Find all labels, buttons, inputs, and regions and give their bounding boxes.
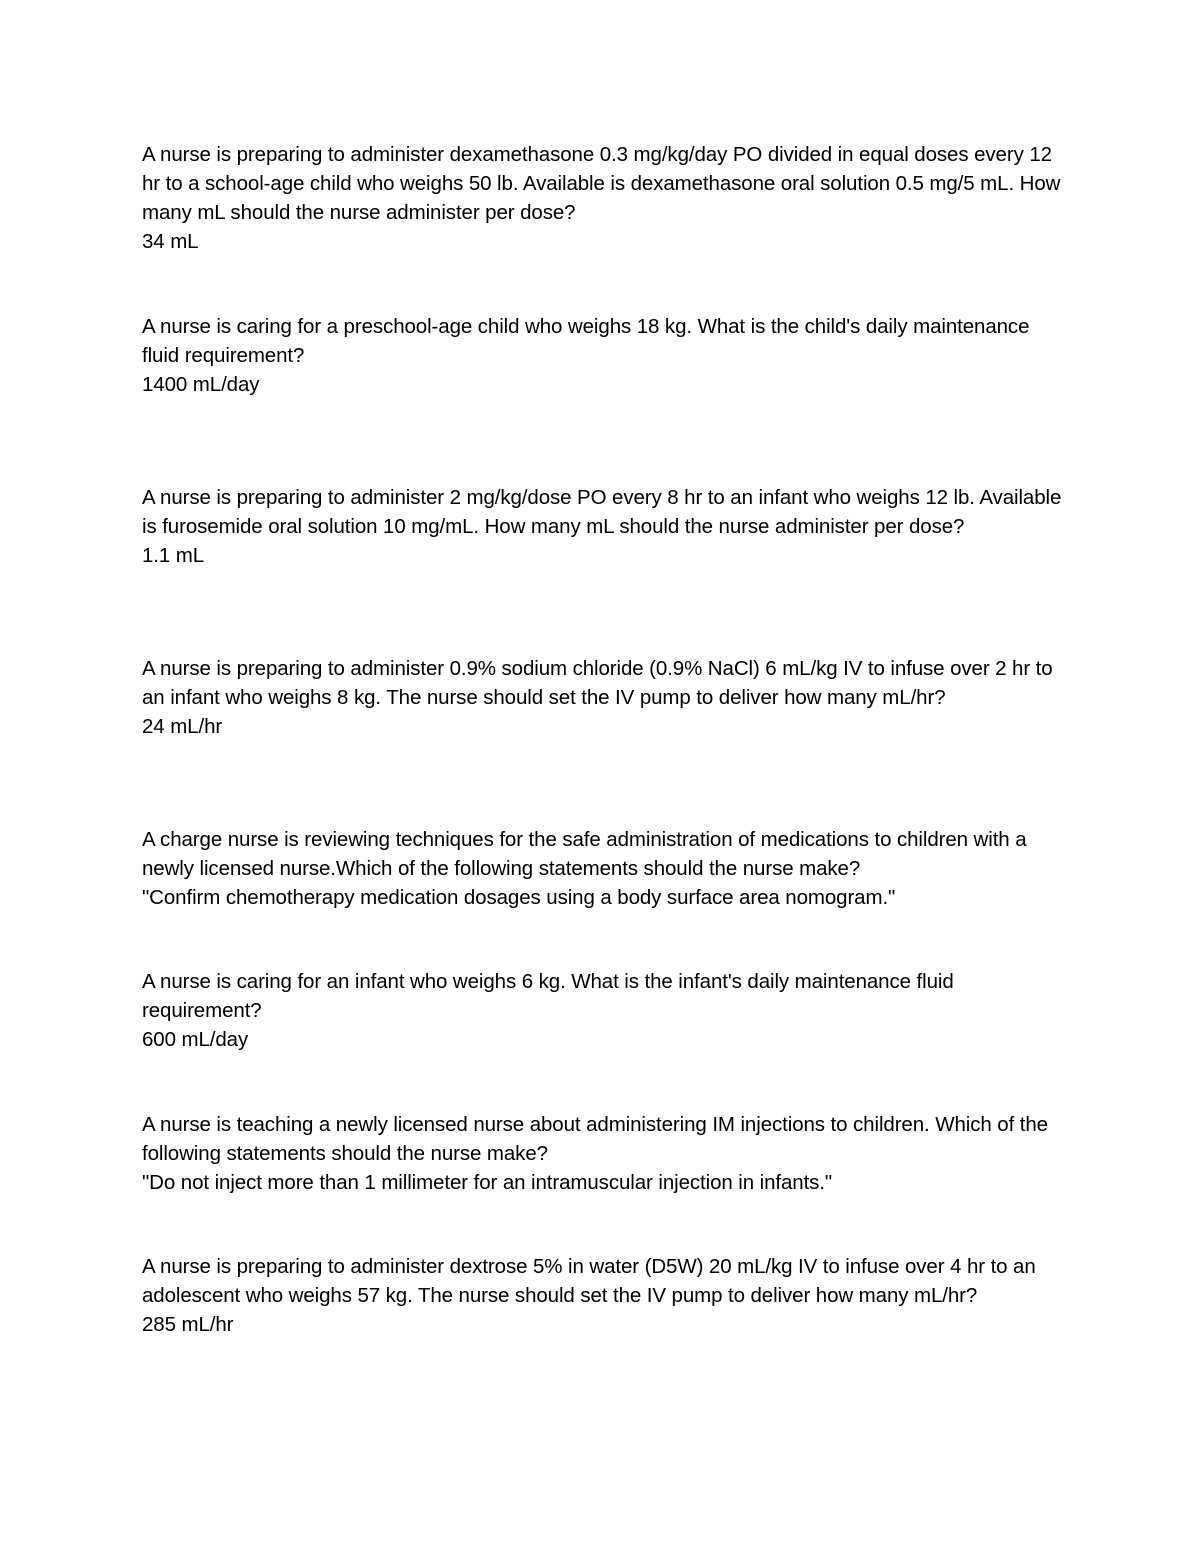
question-text: A nurse is caring for a preschool-age child who weighs 18 kg. What is the child's daily maintenance fluid requirement? <box>142 315 1030 367</box>
qa-item <box>142 1110 1072 1197</box>
answer-text: "Do not inject more than 1 millimeter for an intramuscular injection in infants." <box>142 1171 833 1194</box>
question-text: A nurse is preparing to administer dexamethasone 0.3 mg/kg/day PO divided in equal doses every 12 hr to a school-age child who weighs 50 lb. Available is dexamethasone oral solution 0.5 mg/5 mL. How many mL should the nurse administer per dose? <box>142 143 1061 224</box>
qa-item <box>142 312 1072 399</box>
qa-item <box>142 825 1072 912</box>
qa-item <box>142 654 1072 741</box>
qa-item <box>142 483 1072 570</box>
question-text: A charge nurse is reviewing techniques for the safe administration of medications to children with a newly licensed nurse.Which of the following statements should the nurse make? <box>142 828 1027 880</box>
question-text: A nurse is preparing to administer 0.9% sodium chloride (0.9% NaCl) 6 mL/kg IV to infuse over 2 hr to an infant who weighs 8 kg. The nurse should set the IV pump to deliver how many mL/hr? <box>142 657 1053 709</box>
answer-text: 1400 mL/day <box>142 373 260 396</box>
answer-text: 285 mL/hr <box>142 1313 234 1336</box>
qa-item <box>142 140 1072 256</box>
answer-text: 1.1 mL <box>142 544 205 567</box>
answer-text: "Confirm chemotherapy medication dosages using a body surface area nomogram." <box>142 886 896 909</box>
question-text: A nurse is preparing to administer 2 mg/kg/dose PO every 8 hr to an infant who weighs 12 lb. Available is furosemide oral solution 10 mg/mL. How many mL should the nurse administer per dose? <box>142 486 1062 538</box>
qa-item <box>142 967 1072 1054</box>
answer-text: 24 mL/hr <box>142 715 223 738</box>
qa-item <box>142 1252 1072 1339</box>
question-text: A nurse is caring for an infant who weighs 6 kg. What is the infant's daily maintenance fluid requirement? <box>142 970 954 1022</box>
question-text: A nurse is teaching a newly licensed nurse about administering IM injections to children. Which of the following statements should the nurse make? <box>142 1113 1048 1165</box>
question-text: A nurse is preparing to administer dextrose 5% in water (D5W) 20 mL/kg IV to infuse over 4 hr to an adolescent who weighs 57 kg. The nurse should set the IV pump to deliver how many mL/hr? <box>142 1255 1036 1307</box>
answer-text: 34 mL <box>142 230 199 253</box>
answer-text: 600 mL/day <box>142 1028 249 1051</box>
